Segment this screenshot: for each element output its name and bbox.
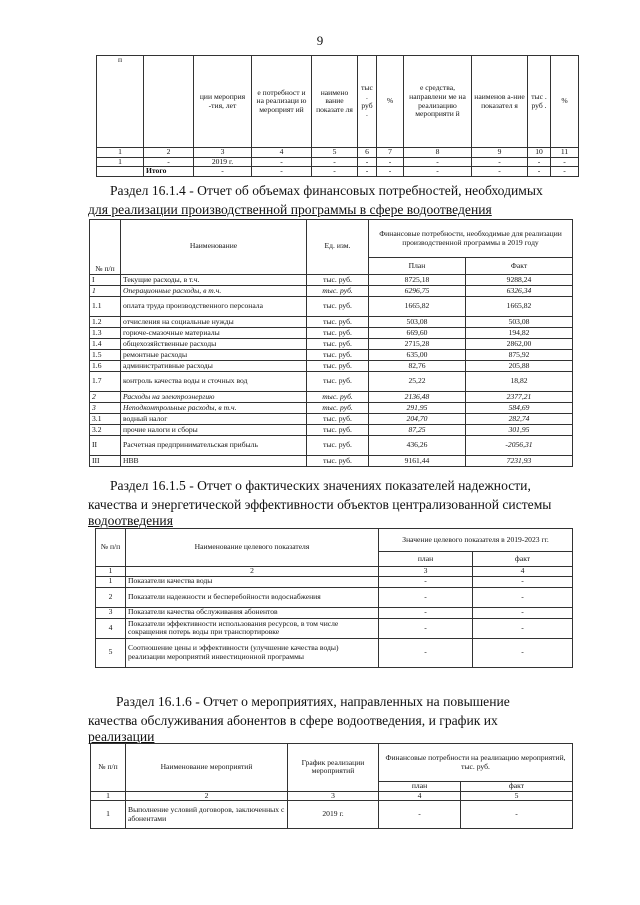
table-row bbox=[91, 801, 573, 829]
header-fact: Факт bbox=[466, 258, 573, 275]
row-fact: 1665,82 bbox=[466, 297, 573, 317]
row-number: 4 bbox=[96, 618, 126, 638]
row-plan: 87,25 bbox=[369, 425, 466, 436]
row-fact: - bbox=[473, 587, 573, 607]
table-row bbox=[96, 618, 573, 638]
title-line: Раздел 16.1.4 - Отчет об объемах финансовых потребностей, необходимых bbox=[110, 183, 543, 198]
table-row bbox=[97, 157, 579, 167]
title-line: Раздел 16.1.6 - Отчет о мероприятиях, направленных на повышение bbox=[116, 694, 510, 709]
header-plan: план bbox=[379, 782, 461, 792]
number-cell: 4 bbox=[252, 148, 312, 158]
number-cell: 2 bbox=[144, 148, 194, 158]
number-cell: 7 bbox=[377, 148, 404, 158]
table-row bbox=[90, 317, 573, 328]
row-name: горюче-смазочные материалы bbox=[121, 328, 307, 339]
row-name: Текущие расходы, в т.ч. bbox=[121, 275, 307, 286]
row-plan: - bbox=[379, 587, 473, 607]
row-number: 3 bbox=[90, 403, 121, 414]
table-row bbox=[90, 414, 573, 425]
row-unit: тыс. руб. bbox=[307, 317, 369, 328]
table-cell: - bbox=[551, 157, 579, 167]
row-number: 1.1 bbox=[90, 297, 121, 317]
header-cell: % bbox=[551, 56, 579, 148]
table-row bbox=[90, 372, 573, 392]
number-cell: 2 bbox=[126, 567, 379, 577]
header-plan: план bbox=[379, 552, 473, 567]
row-fact: - bbox=[461, 801, 573, 829]
header-num: № п/п bbox=[91, 744, 126, 792]
row-fact: 584,69 bbox=[466, 403, 573, 414]
row-unit: тыс. руб. bbox=[307, 328, 369, 339]
table-cell: - bbox=[377, 167, 404, 177]
header-cell: е средства, направлени ме на реализацию мероприяти й bbox=[404, 56, 472, 148]
row-plan: 9161,44 bbox=[369, 456, 466, 467]
row-plan: 25,22 bbox=[369, 372, 466, 392]
title-line: Раздел 16.1.5 - Отчет о фактических значениях показателей надежности, bbox=[110, 478, 531, 493]
table-cell: - bbox=[404, 167, 472, 177]
row-plan: - bbox=[379, 638, 473, 667]
header-num: № п/п bbox=[96, 529, 126, 567]
row-name: отчисления на социальные нужды bbox=[121, 317, 307, 328]
number-cell: 3 bbox=[379, 567, 473, 577]
title-line: водоотведения bbox=[88, 513, 173, 528]
row-unit: тыс. руб. bbox=[307, 425, 369, 436]
row-name: Выполнение условий договоров, заключенных с абонентами bbox=[126, 801, 288, 829]
header-name: Наименование целевого показателя bbox=[126, 529, 379, 567]
header-fact: факт bbox=[461, 782, 573, 792]
header-schedule: График реализации мероприятий bbox=[288, 744, 379, 792]
row-number: 3 bbox=[96, 607, 126, 618]
row-unit: тыс. руб. bbox=[307, 456, 369, 467]
table-row bbox=[96, 607, 573, 618]
number-cell: 4 bbox=[473, 567, 573, 577]
table-row bbox=[90, 361, 573, 372]
header-cell: п bbox=[97, 56, 144, 148]
row-name: Показатели надежности и бесперебойности водоснабжения bbox=[126, 587, 379, 607]
number-cell: 10 bbox=[528, 148, 551, 158]
row-unit: тыс. руб. bbox=[307, 286, 369, 297]
table-row bbox=[90, 436, 573, 456]
row-number: 3.1 bbox=[90, 414, 121, 425]
table-cell: Итого bbox=[144, 167, 194, 177]
header-cell: наимено вание показате ля bbox=[312, 56, 358, 148]
table-cell: - bbox=[144, 157, 194, 167]
table-cell: - bbox=[377, 157, 404, 167]
row-number: 1.7 bbox=[90, 372, 121, 392]
row-plan: 291,95 bbox=[369, 403, 466, 414]
table-cell: - bbox=[528, 157, 551, 167]
row-number: 1.4 bbox=[90, 339, 121, 350]
row-plan: - bbox=[379, 801, 461, 829]
section-1615-title bbox=[88, 476, 576, 530]
header-cell: е потребност и на реализаци ю мероприят ий bbox=[252, 56, 312, 148]
row-number: 1.5 bbox=[90, 350, 121, 361]
row-fact: - bbox=[473, 576, 573, 587]
table-cell: - bbox=[358, 157, 377, 167]
table-cell bbox=[97, 167, 144, 177]
page-number: 9 bbox=[316, 33, 324, 48]
row-plan: 82,76 bbox=[369, 361, 466, 372]
row-number: 5 bbox=[96, 638, 126, 667]
table-row bbox=[90, 297, 573, 317]
table-row bbox=[90, 403, 573, 414]
table-row bbox=[90, 339, 573, 350]
row-number: 1.2 bbox=[90, 317, 121, 328]
row-fact: 2862,00 bbox=[466, 339, 573, 350]
table-cell: - bbox=[551, 167, 579, 177]
row-plan: 8725,18 bbox=[369, 275, 466, 286]
row-name: Расчетная предпринимательская прибыль bbox=[121, 436, 307, 456]
row-unit: тыс. руб. bbox=[307, 339, 369, 350]
row-fact: -2056,31 bbox=[466, 436, 573, 456]
row-unit: тыс. руб. bbox=[307, 392, 369, 403]
row-name: оплата труда производственного персонала bbox=[121, 297, 307, 317]
table-cell: - bbox=[358, 167, 377, 177]
header-cell: тыс . руб . bbox=[528, 56, 551, 148]
number-cell: 1 bbox=[91, 791, 126, 801]
table-row bbox=[90, 350, 573, 361]
header-group: Финансовые потребности на реализацию мероприятий, тыс. руб. bbox=[379, 744, 573, 782]
row-plan: 2715,28 bbox=[369, 339, 466, 350]
numbering-row bbox=[97, 148, 579, 158]
row-fact: - bbox=[473, 607, 573, 618]
row-unit: тыс. руб. bbox=[307, 414, 369, 425]
number-cell: 4 bbox=[379, 791, 461, 801]
target-indicators-table bbox=[95, 528, 573, 668]
row-fact: 2377,21 bbox=[466, 392, 573, 403]
header-cell bbox=[144, 56, 194, 148]
row-plan: 204,70 bbox=[369, 414, 466, 425]
row-name: общехозяйственные расходы bbox=[121, 339, 307, 350]
row-fact: 194,82 bbox=[466, 328, 573, 339]
row-plan: 503,08 bbox=[369, 317, 466, 328]
row-number: 1 bbox=[90, 286, 121, 297]
row-name: НВВ bbox=[121, 456, 307, 467]
row-name: Операционные расходы, в т.ч. bbox=[121, 286, 307, 297]
table-cell: - bbox=[252, 167, 312, 177]
row-fact: 503,08 bbox=[466, 317, 573, 328]
table-cell: - bbox=[472, 167, 528, 177]
row-plan: - bbox=[379, 618, 473, 638]
row-schedule: 2019 г. bbox=[288, 801, 379, 829]
numbering-row bbox=[96, 567, 573, 577]
row-number: 1 bbox=[91, 801, 126, 829]
header-group: Значение целевого показателя в 2019-2023 гг. bbox=[379, 529, 573, 552]
row-name: прочие налоги и сборы bbox=[121, 425, 307, 436]
table-cell: - bbox=[312, 157, 358, 167]
continuation-table bbox=[96, 55, 579, 177]
number-cell: 9 bbox=[472, 148, 528, 158]
header-cell: ции мероприя -тия, лет bbox=[194, 56, 252, 148]
title-line: качества и энергетической эффективности объектов централизованной системы bbox=[88, 497, 552, 512]
numbering-row bbox=[91, 791, 573, 801]
table-cell: - bbox=[194, 167, 252, 177]
row-fact: - bbox=[473, 618, 573, 638]
row-plan: 2136,48 bbox=[369, 392, 466, 403]
header-plan: План bbox=[369, 258, 466, 275]
header-cell: наименов а-ние показател я bbox=[472, 56, 528, 148]
row-number: 1.3 bbox=[90, 328, 121, 339]
header-num: № п/п bbox=[90, 220, 121, 275]
header-cell: % bbox=[377, 56, 404, 148]
row-number: 2 bbox=[90, 392, 121, 403]
row-name: Показатели качества воды bbox=[126, 576, 379, 587]
title-line: реализации bbox=[88, 729, 155, 744]
table-cell: - bbox=[312, 167, 358, 177]
row-number: 1.6 bbox=[90, 361, 121, 372]
number-cell: 5 bbox=[312, 148, 358, 158]
row-plan: 1665,82 bbox=[369, 297, 466, 317]
number-cell: 6 bbox=[358, 148, 377, 158]
number-cell: 11 bbox=[551, 148, 579, 158]
table-row bbox=[96, 576, 573, 587]
row-unit: тыс. руб. bbox=[307, 275, 369, 286]
row-unit: тыс. руб. bbox=[307, 372, 369, 392]
number-cell: 1 bbox=[96, 567, 126, 577]
row-fact: 205,88 bbox=[466, 361, 573, 372]
row-fact: 282,74 bbox=[466, 414, 573, 425]
table-row bbox=[90, 286, 573, 297]
header-cell: тыс . руб . bbox=[358, 56, 377, 148]
row-fact: 301,95 bbox=[466, 425, 573, 436]
row-unit: тыс. руб. bbox=[307, 361, 369, 372]
table-cell: - bbox=[528, 167, 551, 177]
table-row bbox=[96, 587, 573, 607]
header-group: Финансовые потребности, необходимые для реализации производственной программы в 2019 году bbox=[369, 220, 573, 258]
table-cell: 2019 г. bbox=[194, 157, 252, 167]
row-unit: тыс. руб. bbox=[307, 436, 369, 456]
table-row bbox=[96, 638, 573, 667]
row-name: Соотношение цены и эффективности (улучшение качества воды) реализации мероприятий инвестиционной программы bbox=[126, 638, 379, 667]
row-number: I bbox=[90, 275, 121, 286]
number-cell: 1 bbox=[97, 148, 144, 158]
number-cell: 5 bbox=[461, 791, 573, 801]
financial-needs-table bbox=[89, 219, 573, 467]
row-number: 1 bbox=[96, 576, 126, 587]
row-number: III bbox=[90, 456, 121, 467]
row-fact: 9288,24 bbox=[466, 275, 573, 286]
row-plan: - bbox=[379, 607, 473, 618]
row-number: 2 bbox=[96, 587, 126, 607]
row-plan: 635,00 bbox=[369, 350, 466, 361]
table-row bbox=[90, 275, 573, 286]
row-unit: тыс. руб. bbox=[307, 403, 369, 414]
row-name: контроль качества воды и сточных вод bbox=[121, 372, 307, 392]
measures-table bbox=[90, 743, 573, 829]
header-name: Наименование мероприятий bbox=[126, 744, 288, 792]
row-fact: 6326,34 bbox=[466, 286, 573, 297]
row-name: водный налог bbox=[121, 414, 307, 425]
table-row bbox=[97, 167, 579, 177]
table-row bbox=[90, 328, 573, 339]
row-unit: тыс. руб. bbox=[307, 297, 369, 317]
header-fact: факт bbox=[473, 552, 573, 567]
row-plan: 6296,75 bbox=[369, 286, 466, 297]
title-line: качества обслуживания абонентов в сфере водоотведения, и график их bbox=[88, 713, 498, 728]
table-cell: 1 bbox=[97, 157, 144, 167]
header-name: Наименование bbox=[121, 220, 307, 275]
table-cell: - bbox=[404, 157, 472, 167]
row-fact: 18,82 bbox=[466, 372, 573, 392]
row-plan: - bbox=[379, 576, 473, 587]
row-unit: тыс. руб. bbox=[307, 350, 369, 361]
row-name: административные расходы bbox=[121, 361, 307, 372]
table-cell: - bbox=[252, 157, 312, 167]
table-row bbox=[90, 456, 573, 467]
row-name: Неподконтрольные расходы, в т.ч. bbox=[121, 403, 307, 414]
row-number: II bbox=[90, 436, 121, 456]
section-1616-title bbox=[88, 692, 576, 746]
row-name: ремонтные расходы bbox=[121, 350, 307, 361]
title-line: для реализации производственной программы в сфере водоотведения bbox=[88, 202, 492, 217]
header-unit: Ед. изм. bbox=[307, 220, 369, 275]
row-fact: 875,92 bbox=[466, 350, 573, 361]
row-number: 3.2 bbox=[90, 425, 121, 436]
table-row bbox=[90, 425, 573, 436]
row-plan: 669,60 bbox=[369, 328, 466, 339]
header-row bbox=[97, 56, 579, 148]
number-cell: 3 bbox=[194, 148, 252, 158]
table-row bbox=[90, 392, 573, 403]
row-name: Показатели эффективности использования ресурсов, в том числе сокращения потерь воды при транспортировке bbox=[126, 618, 379, 638]
row-fact: 7231,93 bbox=[466, 456, 573, 467]
number-cell: 3 bbox=[288, 791, 379, 801]
section-1614-title bbox=[88, 181, 575, 219]
number-cell: 2 bbox=[126, 791, 288, 801]
row-fact: - bbox=[473, 638, 573, 667]
table-cell: - bbox=[472, 157, 528, 167]
number-cell: 8 bbox=[404, 148, 472, 158]
row-name: Расходы на электроэнергию bbox=[121, 392, 307, 403]
row-name: Показатели качества обслуживания абонентов bbox=[126, 607, 379, 618]
row-plan: 436,26 bbox=[369, 436, 466, 456]
